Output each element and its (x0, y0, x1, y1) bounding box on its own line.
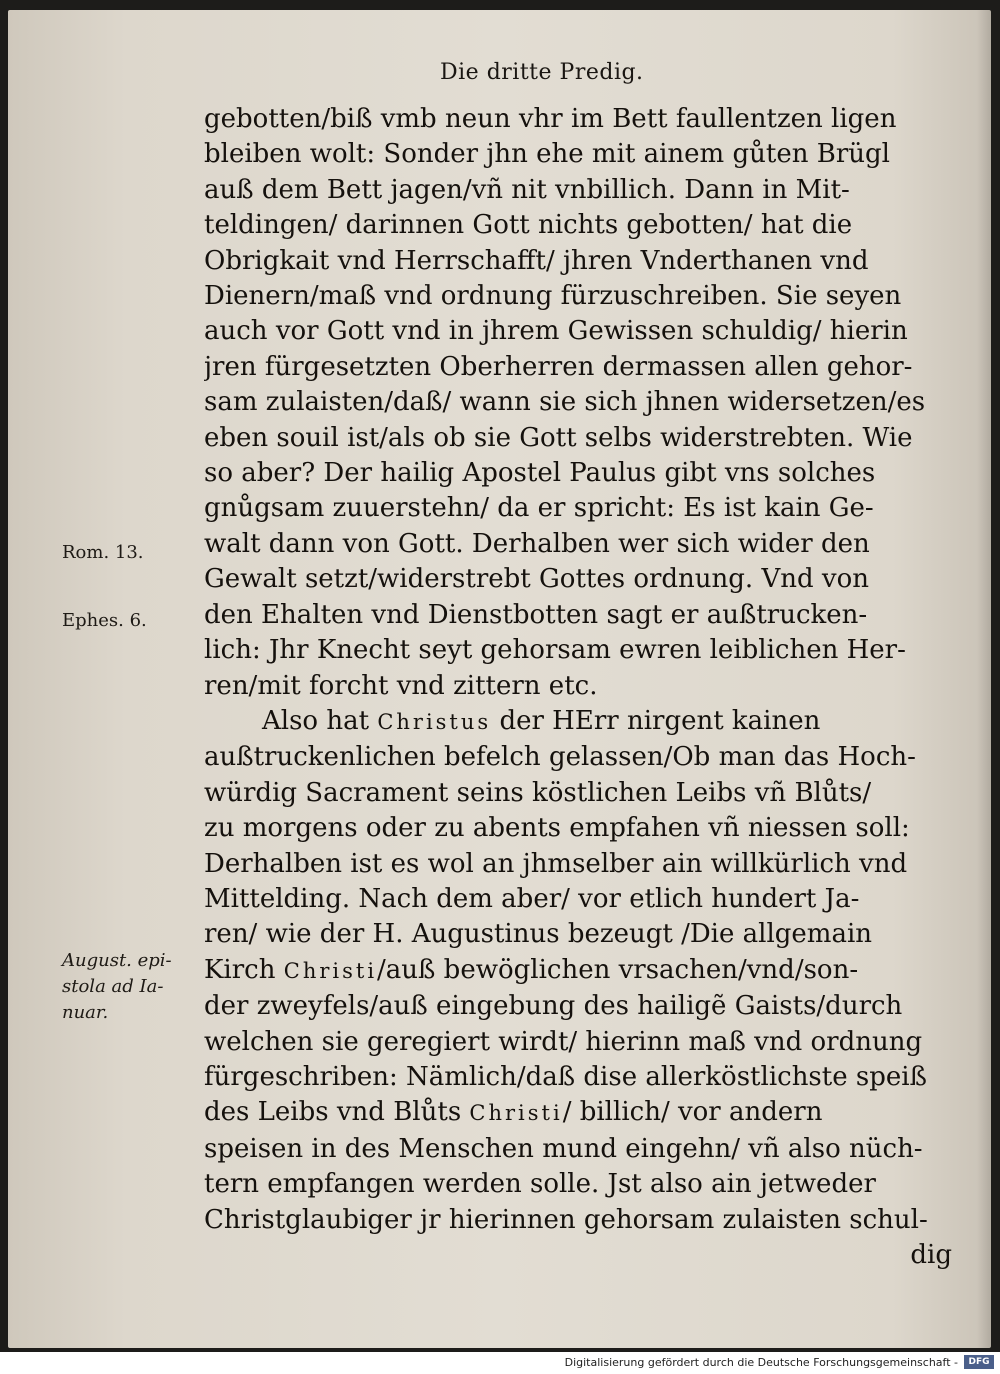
text-line: lich: Jhr Knecht seyt gehorsam ewren leiblichen Her- (204, 635, 906, 666)
text-line: jren fürgesetzten Oberherren dermassen allen gehor- (204, 351, 913, 382)
small-caps-name: Christi (469, 1101, 563, 1126)
text-fragment: Kirch (204, 954, 284, 985)
margin-note-augustinus-line-2: stola ad Ia- (62, 976, 164, 997)
text-line: Obrigkait vnd Herrschafft/ jhren Vnderthanen vnd (204, 245, 869, 276)
catchword: dig (910, 1240, 952, 1270)
margin-note-augustinus-line-1: August. epi- (62, 950, 172, 971)
text-line: sam zulaisten/daß/ wann sie sich jhnen widersetzen/es (204, 387, 926, 418)
text-line: ren/ wie der H. Augustinus bezeugt /Die allgemain (204, 919, 873, 950)
text-line: Christglaubiger jr hierinnen gehorsam zulaisten schul- (204, 1204, 928, 1235)
text-fragment: Also hat (262, 705, 378, 736)
text-line: auß dem Bett jagen/vñ nit vnbillich. Dann in Mit- (204, 174, 850, 205)
dfg-logo: DFG (964, 1355, 994, 1369)
margin-note-rom: Rom. 13. (62, 542, 144, 563)
text-line: tern empfangen werden solle. Jst also ain jetweder (204, 1169, 876, 1200)
text-fragment: des Leibs vnd Blůts (204, 1097, 470, 1128)
running-head: Die dritte Predig. (440, 60, 644, 85)
text-line: zu morgens oder zu abents empfahen vñ niessen soll: (204, 813, 910, 844)
text-line: speisen in des Menschen mund eingehn/ vñ also nüch- (204, 1133, 923, 1164)
text-line: welchen sie geregiert wirdt/ hierinn maß vnd ordnung (204, 1026, 923, 1057)
small-caps-name: Christus (377, 709, 492, 734)
funding-credit: Digitalisierung gefördert durch die Deutsche Forschungsgemeinschaft - (564, 1356, 958, 1369)
text-line: gnůgsam zuuerstehn/ da er spricht: Es ist kain Ge- (204, 493, 874, 524)
text-line: teldingen/ darinnen Gott nichts gebotten/ hat die (204, 210, 853, 241)
text-line: würdig Sacrament seins köstlichen Leibs vñ Blůts/ (204, 777, 872, 808)
footer-bar (0, 1352, 1000, 1374)
text-line: den Ehalten vnd Dienstbotten sagt er außtrucken- (204, 599, 868, 630)
text-line: ren/mit forcht vnd zittern etc. (204, 670, 598, 701)
margin-note-ephes: Ephes. 6. (62, 610, 147, 631)
text-line (204, 953, 952, 989)
text-fragment: /auß bewöglichen vrsachen/vnd/son- (377, 954, 859, 985)
text-fragment: / billich/ vor andern (562, 1097, 823, 1128)
text-line: Derhalben ist es wol an jhmselber ain willkürlich vnd (204, 848, 908, 879)
text-line: walt dann von Gott. Derhalben wer sich wider den (204, 528, 870, 559)
text-line: so aber? Der hailig Apostel Paulus gibt vns solches (204, 458, 876, 489)
text-line: der zweyfels/auß eingebung des hailigẽ Gaists/durch (204, 991, 903, 1022)
margin-note-augustinus (62, 948, 192, 1026)
text-line: auch vor Gott vnd in jhrem Gewissen schuldig/ hierin (204, 316, 908, 347)
text-line (204, 1095, 952, 1131)
body-text (204, 102, 952, 1273)
text-line: fürgeschriben: Nämlich/daß dise allerköstlichste speiß (204, 1061, 927, 1092)
text-line: gebotten/biß vmb neun vhr im Bett faullentzen ligen (204, 104, 897, 134)
text-line: eben souil ist/als ob sie Gott selbs widerstrebten. Wie (204, 422, 913, 453)
text-line: Gewalt setzt/widerstrebt Gottes ordnung. Vnd von (204, 564, 869, 595)
page-edge-shadow (977, 10, 991, 1348)
text-line: bleiben wolt: Sonder jhn ehe mit ainem gůten Brügl (204, 139, 890, 170)
text-line: Mittelding. Nach dem aber/ vor etlich hundert Ja- (204, 883, 860, 914)
margin-note-augustinus-line-3: nuar. (62, 1002, 109, 1023)
text-fragment: der HErr nirgent kainen (491, 705, 821, 736)
text-line: außtruckenlichen befelch gelassen/Ob man das Hoch- (204, 742, 916, 773)
small-caps-name: Christi (283, 958, 378, 983)
text-line-paragraph-start (204, 704, 952, 740)
text-line: Dienern/maß vnd ordnung fürzuschreiben. Sie seyen (204, 281, 902, 312)
